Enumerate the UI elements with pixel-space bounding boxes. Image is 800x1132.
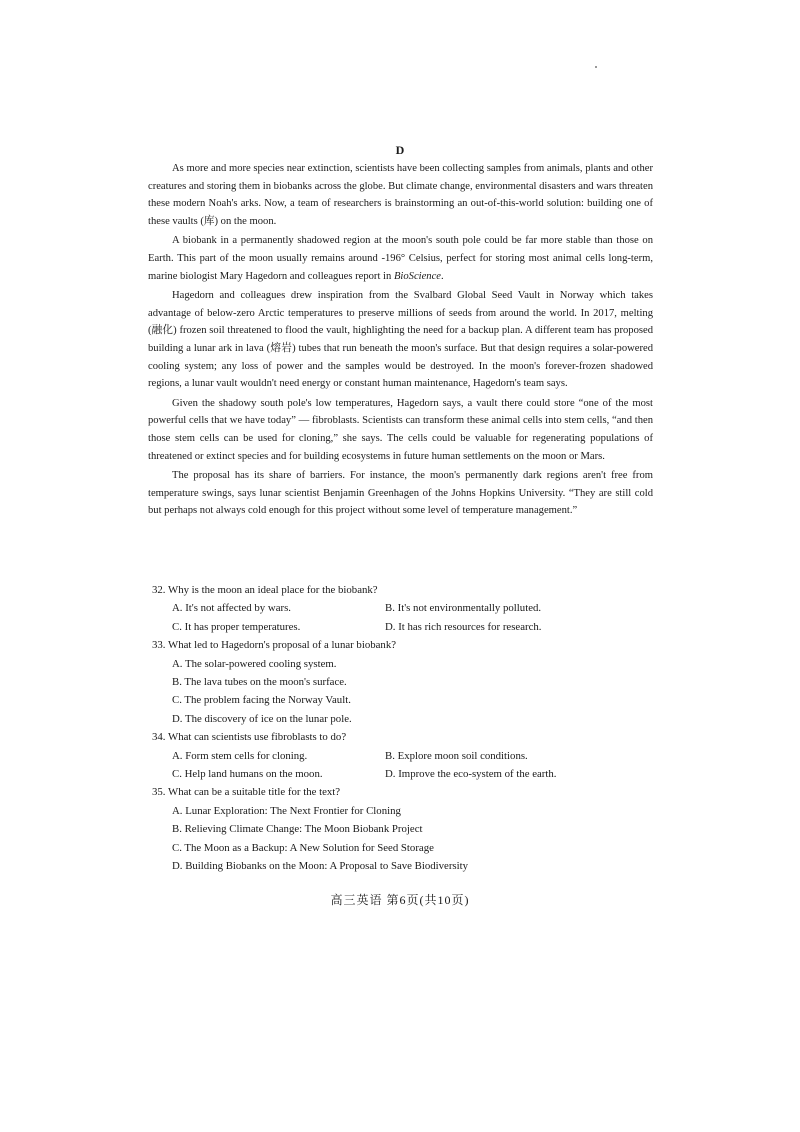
option-group: [172, 655, 622, 729]
option-a[interactable]: A. Form stem cells for cloning.: [172, 749, 308, 762]
question-list: [152, 581, 622, 876]
option-d[interactable]: D. Improve the eco-system of the earth.: [385, 768, 557, 781]
passage-paragraph-5: The proposal has its share of barriers. For instance, the moon's permanently dark regions aren't free from temperature swings, says lunar scientist Benjamin Greenhagen of the Johns Hopkins University. “They are still cold but perhaps not always cold enough for this project without some level of temperature management.”: [148, 469, 653, 517]
option-b[interactable]: B. The lava tubes on the moon's surface.: [172, 676, 347, 689]
passage-paragraph-4: Given the shadowy south pole's low temperatures, Hagedorn says, a vault there could store “one of the most powerful cells that we have today” — fibroblasts. Scientists can transform these animal cells into stem cells, “and then those stem cells can be used for cloning,” she says. The cells could be valuable for regenerating populations of threatened or extinct species and for building ecosystems in future human settlements on the moon or Mars.: [148, 397, 653, 462]
journal-name: BioScience: [393, 270, 441, 282]
question-stem: 33. What led to Hagedorn's proposal of a lunar biobank?: [152, 639, 397, 652]
question-33: [152, 636, 622, 728]
option-c[interactable]: C. Help land humans on the moon.: [172, 768, 323, 781]
option-c[interactable]: C. The problem facing the Norway Vault.: [172, 694, 351, 707]
option-group: [172, 747, 622, 784]
option-a[interactable]: A. The solar-powered cooling system.: [172, 657, 337, 670]
option-group: [172, 802, 622, 876]
option-b[interactable]: B. Explore moon soil conditions.: [385, 749, 528, 762]
question-32: [152, 581, 622, 636]
question-35: [152, 783, 622, 875]
option-a[interactable]: A. Lunar Exploration: The Next Frontier for Cloning: [172, 804, 401, 817]
option-b[interactable]: B. Relieving Climate Change: The Moon Biobank Project: [172, 823, 423, 836]
reading-passage: [148, 160, 653, 522]
page-footer: 高三英语 第6页(共10页): [330, 893, 470, 907]
option-a[interactable]: A. It's not affected by wars.: [172, 602, 291, 615]
option-c[interactable]: C. The Moon as a Backup: A New Solution for Seed Storage: [172, 841, 434, 854]
option-d[interactable]: D. The discovery of ice on the lunar pole.: [172, 712, 352, 725]
scan-speck: [595, 66, 597, 68]
option-b[interactable]: B. It's not environmentally polluted.: [385, 602, 542, 615]
option-c[interactable]: C. It has proper temperatures.: [172, 620, 301, 633]
option-group: [172, 599, 622, 636]
question-34: [152, 728, 622, 783]
question-stem: 32. Why is the moon an ideal place for the biobank?: [152, 584, 378, 596]
section-heading: D: [395, 143, 405, 157]
option-d[interactable]: D. Building Biobanks on the Moon: A Proposal to Save Biodiversity: [172, 860, 469, 873]
option-d[interactable]: D. It has rich resources for research.: [385, 620, 542, 633]
question-stem: 35. What can be a suitable title for the text?: [152, 786, 341, 799]
passage-paragraph-2: A biobank in a permanently shadowed region at the moon's south pole could be far more stable than those on Earth. This part of the moon usually remains around -196° Celsius, perfect for storing most animal cells long-term, marine biologist Mary Hagedorn and colleagues report in BioScience.: [148, 235, 653, 282]
passage-paragraph-3: Hagedorn and colleagues drew inspiration from the Svalbard Global Seed Vault in Norway which takes advantage of below-zero Arctic temperatures to preserve millions of seeds from around the world. In 2017, melting (融化) frozen soil threatened to flood the vault, highlighting the need for a backup plan. A different team has proposed building a lunar ark in lava (熔岩) tubes that run beneath the moon's surface. But that design requires a solar-powered cooling system; any loss of power and the samples would be destroyed. In the moon's forever-frozen shadowed regions, a lunar vault wouldn't need energy or constant human maintenance, Hagedorn's team says.: [148, 289, 653, 390]
question-stem: 34. What can scientists use fibroblasts to do?: [152, 731, 347, 744]
passage-paragraph-1: As more and more species near extinction, scientists have been collecting samples from animals, plants and other creatures and storing them in biobanks across the globe. But climate change, environmental disasters and wars threaten these modern Noah's arks. Now, a team of researchers is brainstorming an out-of-this-world solution: building one of these vaults (库) on the moon.: [148, 163, 653, 228]
